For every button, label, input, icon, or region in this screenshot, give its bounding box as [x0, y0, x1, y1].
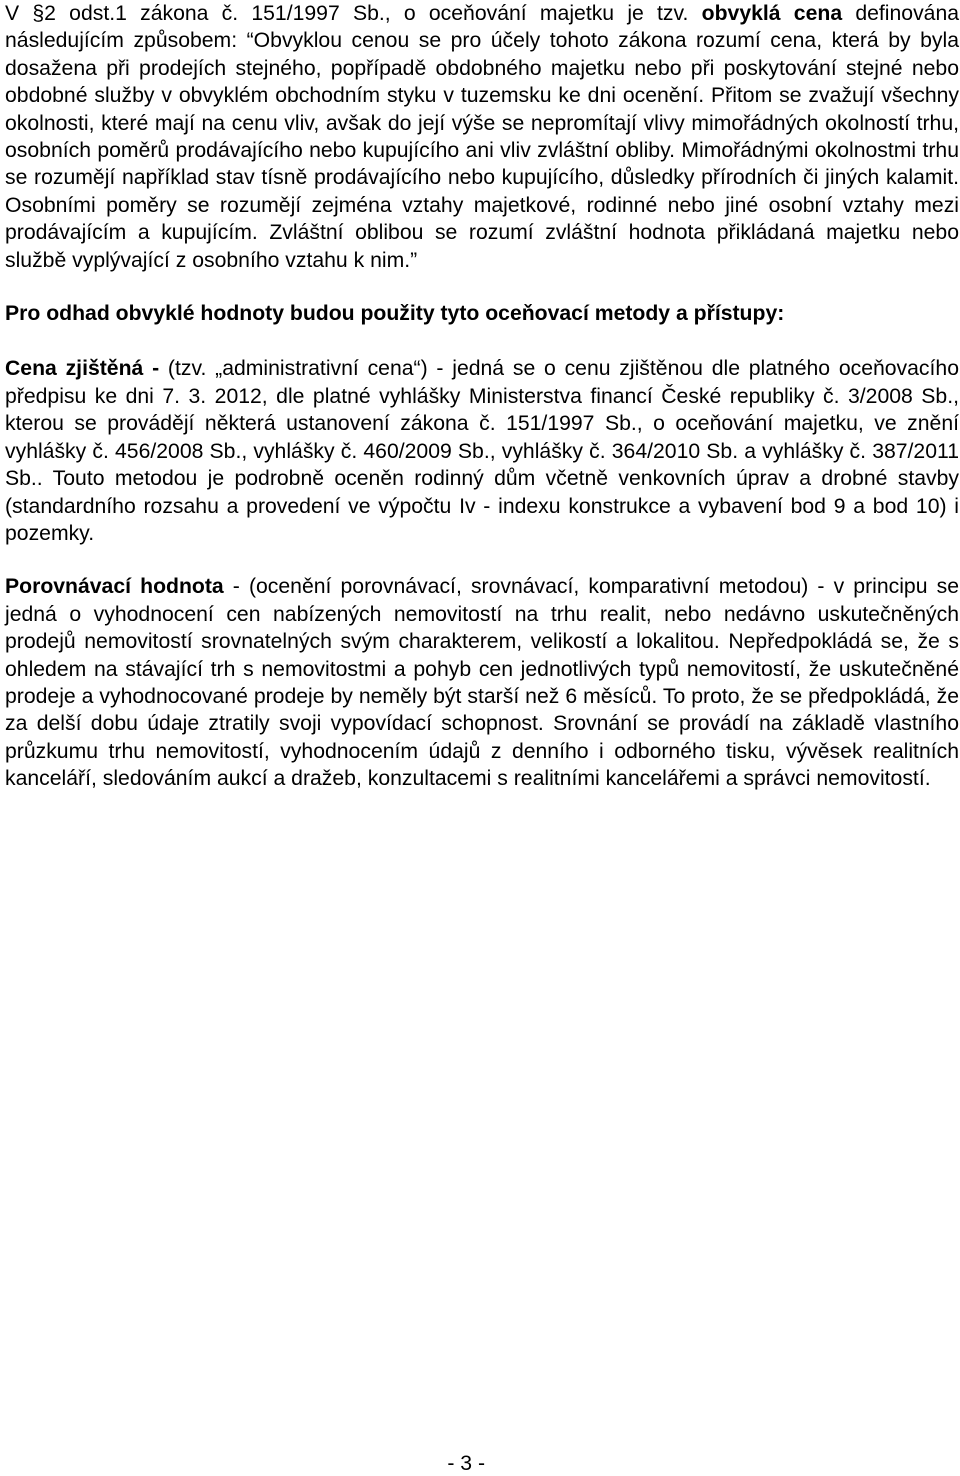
section-heading: Pro odhad obvyklé hodnoty budou použity tyto oceňovací metody a přístupy: [5, 302, 785, 326]
document-page [5, 0, 959, 793]
paragraph-1-quote: “Obvyklou cenou se pro účely tohoto zákona rozumí cena, která by byla dosažena při prodejích stejného, popřípadě obdobného majetku nebo při poskytování stejné nebo obdobné služby v obvyklém obchodním styku v tuzemsku ke dni ocenění. Přitom se zvažují všechny okolnosti, které mají na cenu vliv, avšak do její výše se nepromítají vlivy mimořádných okolností trhu, osobních poměrů prodávajícího nebo kupujícího ani vliv zvláštní obliby. Mimořádnými okolnostmi trhu se rozumějí například stav tísně prodávajícího nebo kupujícího, důsledky přírodních či jiných kalamit. Osobními poměry se rozumějí zejména vztahy majetkové, rodinné nebo jiné osobní vztahy mezi prodávajícím a kupujícím. Zvláštní oblibou se rozumí zvláštní hodnota přikládaná majetku nebo službě vyplývající z osobního vztahu k nim.” [5, 29, 959, 272]
paragraph-3-text: - (ocenění porovnávací, srovnávací, komparativní metodou) - v principu se jedná o vyhodnocení cen nabízených nemovitostí na trhu realit, nebo nedávno uskutečněných prodejů nemovitostí srovnatelných svým charakterem, velikostí a lokalitou. Nepředpokládá se, že s ohledem na stávající trh s nemovitostmi a pohyb cen jednotlivých typů nemovitostí, že uskutečněné prodeje a vyhodnocované prodeje by neměly být starší než 6 měsíců. To proto, že se předpokládá, že za delší dobu údaje ztratily svoji vypovídací schopnost. Srovnání se provádí na základě vlastního průzkumu trhu nemovitostí, vyhodnocením údajů z denního i odborného tisku, vývěsek realitních kanceláří, sledováním aukcí a dražeb, konzultacemi s realitními kancelářemi a správci nemovitostí. [5, 575, 959, 791]
paragraph-1-intro: V §2 odst.1 zákona č. 151/1997 Sb., o oceňování majetku je tzv. [5, 2, 689, 25]
page-footer [0, 1452, 960, 1476]
paragraph-porovnavaci-hodnota [5, 573, 959, 792]
paragraph-obvykla-cena [5, 0, 959, 274]
page-number: - 3 - [447, 1452, 485, 1475]
term-obvykla-cena: obvyklá cena [701, 2, 843, 25]
paragraph-2-text: (tzv. „administrativní cena“) - jedná se o cenu zjištěnou dle platného oceňovacího předpisu ke dni 7. 3. 2012, dle platné vyhlášky Ministerstva financí České republiky č. 3/2008 Sb., kterou se provádějí některá ustanovení zákona č. 151/1997 Sb., o oceňování majetku, ve znění vyhlášky č. 456/2008 Sb., vyhlášky č. 460/2009 Sb., vyhlášky č. 364/2010 Sb. a vyhlášky č. 387/2011 Sb.. Touto metodou je podrobně oceněn rodinný dům včetně venkovních úprav a drobné stavby (standardního rozsahu a provedení ve výpočtu Iv - indexu konstrukce a vybavení bod 9 a bod 10) i pozemky. [5, 357, 959, 545]
paragraph-1-definition-lead: definována následujícím způsobem: [5, 2, 960, 53]
paragraph-cena-zjistena [5, 355, 959, 547]
term-cena-zjistena: Cena zjištěná - [5, 357, 160, 381]
term-porovnavaci-hodnota: Porovnávací hodnota [5, 575, 224, 599]
